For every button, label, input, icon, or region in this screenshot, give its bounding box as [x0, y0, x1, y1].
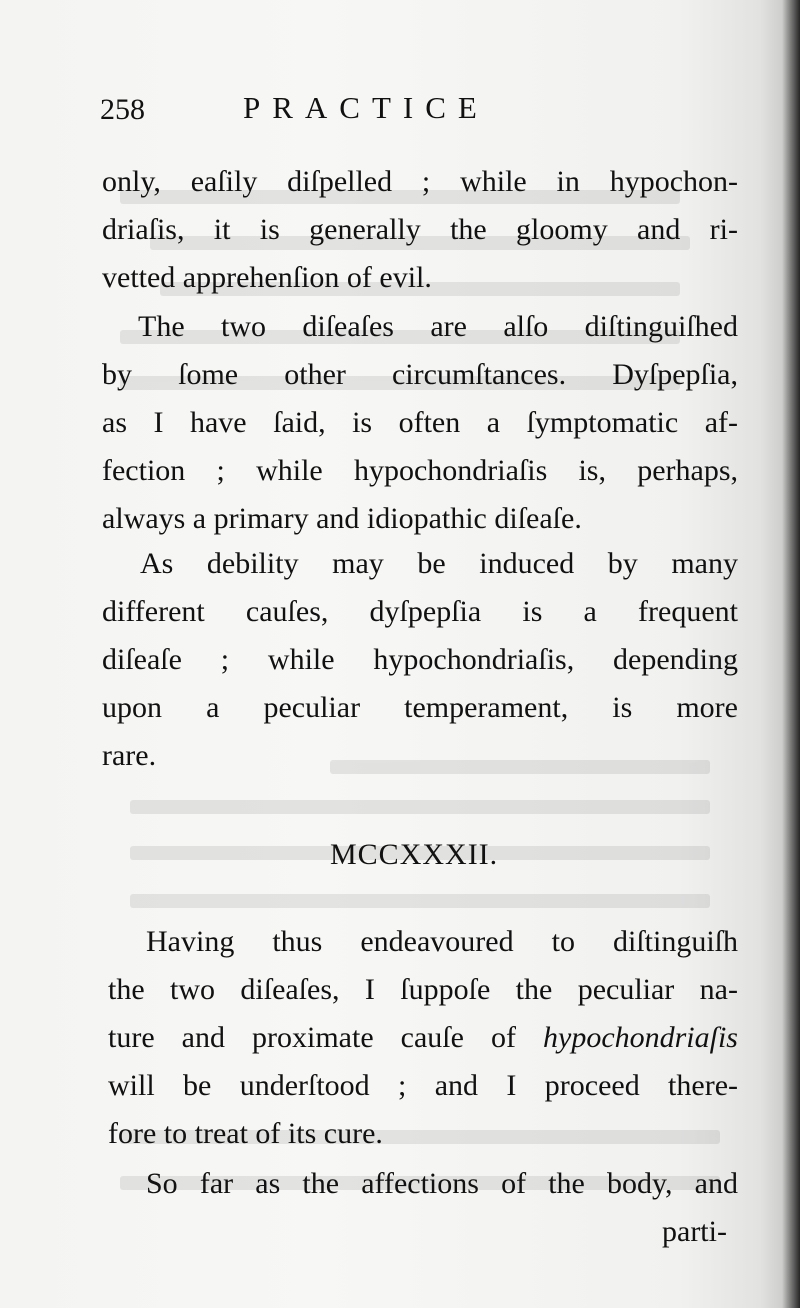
text-line: upon a peculiar temperament, is more — [102, 691, 738, 724]
catchword: parti- — [662, 1215, 727, 1248]
text-line: Having thus endeavoured to diſtinguiſh — [146, 925, 738, 958]
text-line: diſeaſe ; while hypochondriaſis, depending — [102, 643, 738, 676]
text-line: the two diſeaſes, I ſuppoſe the peculiar na- — [108, 973, 738, 1006]
text-line: As debility may be induced by many — [140, 547, 738, 580]
running-title: PRACTICE — [243, 90, 489, 125]
text-line: fore to treat of its cure. — [108, 1117, 383, 1150]
text-line: vetted apprehenſion of evil. — [102, 261, 432, 294]
text-line: rare. — [102, 739, 157, 772]
text-line: as I have ſaid, is often a ſymptomatic af- — [102, 406, 738, 439]
text-line: The two diſeaſes are alſo diſtinguiſhed — [138, 310, 738, 343]
text-line: only, eaſily diſpelled ; while in hypochon- — [102, 165, 738, 198]
text-line: So far as the affections of the body, and — [146, 1167, 738, 1200]
text-line: driaſis, it is generally the gloomy and ri- — [102, 213, 738, 246]
page-number: 258 — [100, 93, 145, 126]
text-line: different cauſes, dyſpepſia is a frequent — [102, 595, 738, 628]
text-line — [108, 1014, 738, 1062]
section-heading: MCCXXXII. — [330, 838, 499, 871]
text-line: by ſome other circumſtances. Dyſpepſia, — [102, 358, 738, 391]
text-line: always a primary and idiopathic diſeaſe. — [102, 502, 582, 535]
text-segment: ture and proximate cauſe of — [108, 1021, 543, 1054]
text-line: fection ; while hypochondriaſis is, perhaps, — [102, 454, 738, 487]
page-gutter-shadow — [782, 0, 800, 1308]
italic-term: hypochondriaſis — [543, 1021, 738, 1054]
text-line: will be underſtood ; and I proceed there- — [108, 1069, 738, 1102]
